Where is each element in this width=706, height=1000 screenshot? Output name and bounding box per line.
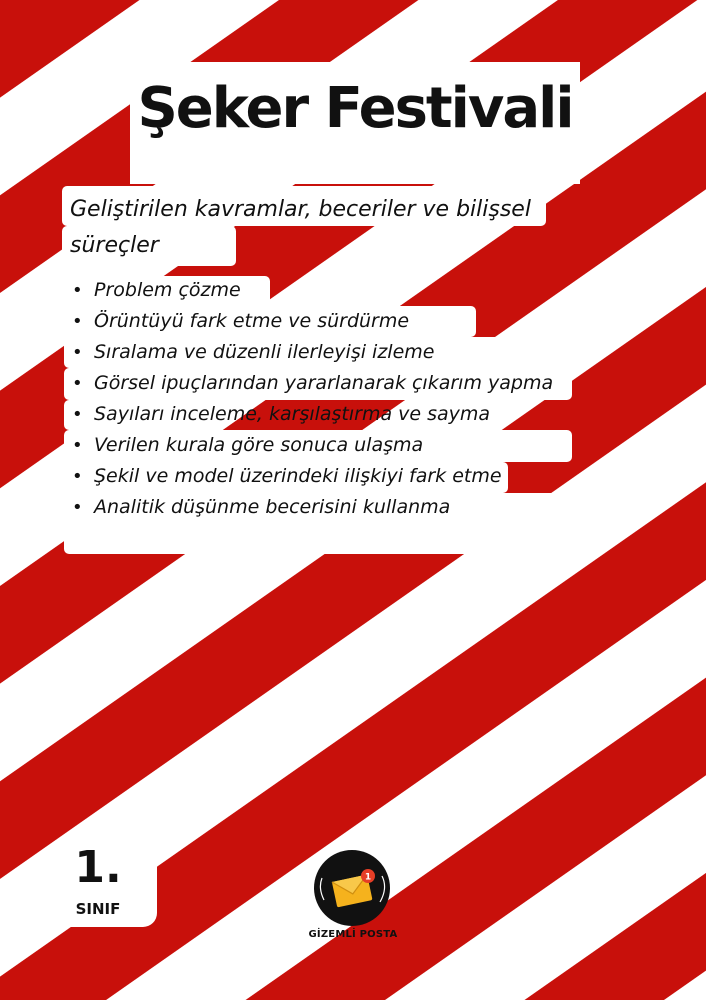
list-item: • Örüntüyü fark etme ve sürdürme xyxy=(72,306,574,337)
list-item: • Şekil ve model üzerindeki ilişkiyi fark etme xyxy=(72,461,574,492)
list-item: • Sayıları inceleme, karşılaştırma ve sayma xyxy=(72,399,574,430)
list-item-text: Görsel ipuçlarından yararlanarak çıkarım yapma xyxy=(94,372,554,394)
brand-name: GİZEMLİ POSTA xyxy=(308,929,398,940)
skills-list xyxy=(72,275,574,523)
list-item: • Sıralama ve düzenli ilerleyişi izleme xyxy=(72,337,574,368)
envelope-notification-icon xyxy=(312,848,392,928)
list-item xyxy=(72,368,574,399)
item-backdrop xyxy=(64,524,522,554)
page-title: Şeker Festivali xyxy=(137,76,573,141)
notification-count: 1 xyxy=(364,872,372,883)
list-item: • Analitik düşünme becerisini kullanma xyxy=(72,492,574,523)
list-item: • Problem çözme xyxy=(72,275,574,306)
grade-label: SINIF xyxy=(75,900,121,918)
grade-number: 1. xyxy=(74,842,122,893)
skills-heading: Geliştirilen kavramlar, beceriler ve bilişsel süreçler xyxy=(70,197,531,258)
list-item: • Verilen kurala göre sonuca ulaşma xyxy=(72,430,574,461)
